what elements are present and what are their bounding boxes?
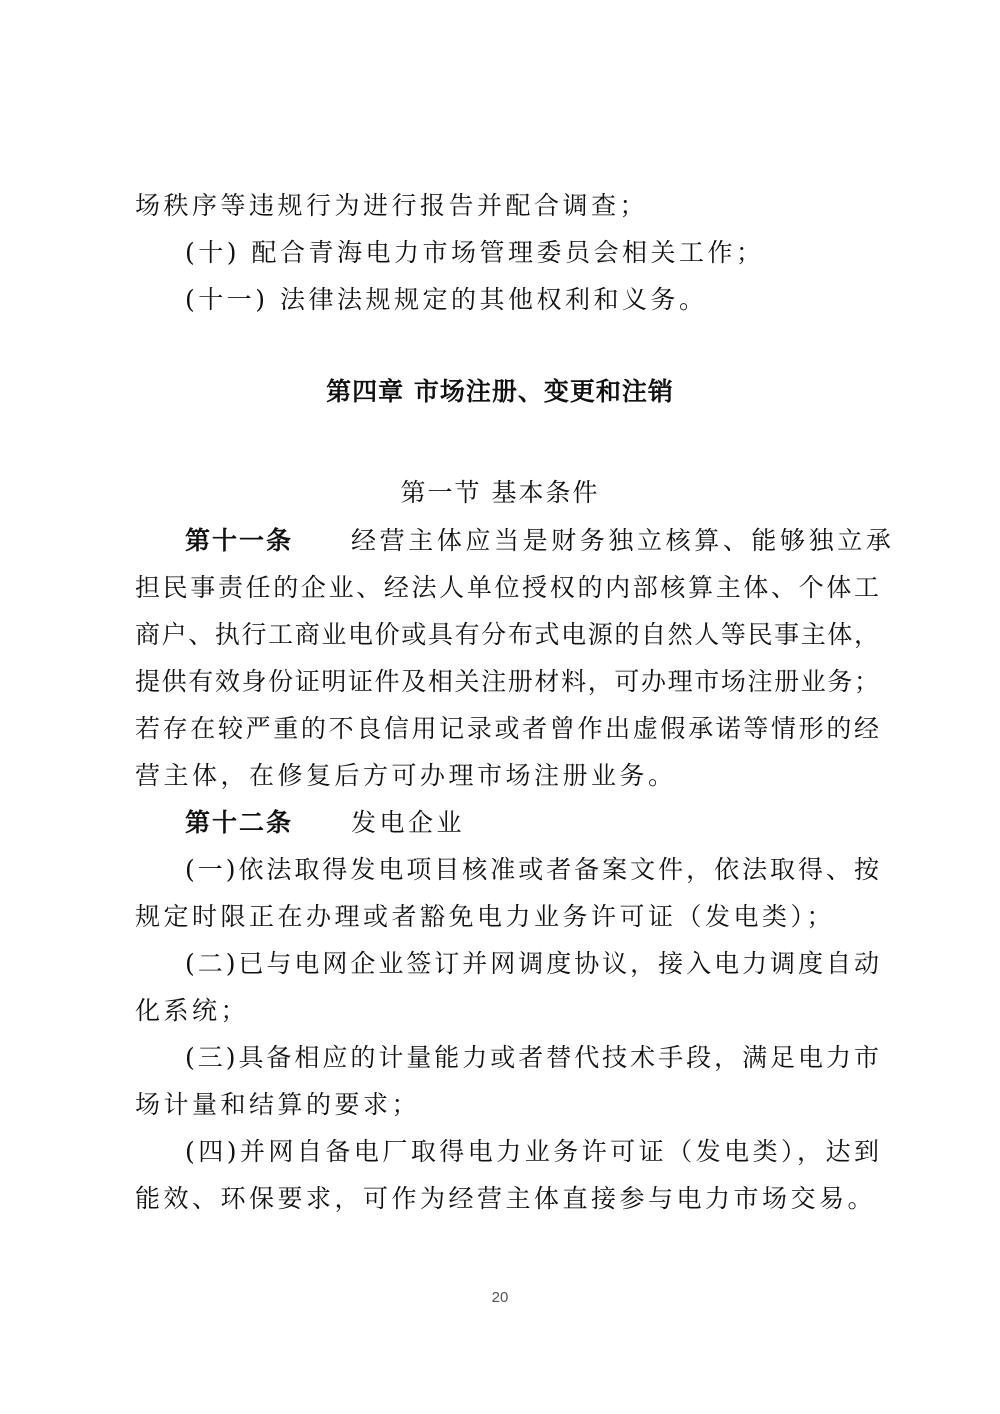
article-12-first-line xyxy=(185,800,880,846)
text-line: 场秩序等违规行为进行报告并配合调查； xyxy=(135,191,649,220)
article-12-item-2-line-1: (二)已与电网企业签订并网调度协议，接入电力调度自动 xyxy=(185,949,880,978)
article-11-text: 经营主体应当是财务独立核算、能够独立承 xyxy=(351,526,895,555)
article-11-label: 第十一条 xyxy=(185,526,294,555)
list-item-10: (十) 配合青海电力市场管理委员会相关工作； xyxy=(185,238,765,267)
article-11-line-5: 若存在较严重的不良信用记录或者曾作出虚假承诺等情形的经 xyxy=(135,714,880,743)
article-11-first-line xyxy=(185,518,895,564)
article-11-line-6: 营主体，在修复后方可办理市场注册业务。 xyxy=(135,761,677,790)
section-title: 第一节 基本条件 xyxy=(400,478,600,507)
chapter-title: 第四章 市场注册、变更和注销 xyxy=(326,377,674,406)
page-number: 20 xyxy=(491,1289,509,1306)
article-12-item-4-line-2: 能效、环保要求，可作为经营主体直接参与电力市场交易。 xyxy=(135,1184,877,1213)
article-12-title: 发电企业 xyxy=(351,808,466,837)
article-12-item-4-line-1: (四)并网自备电厂取得电力业务许可证（发电类），达到 xyxy=(185,1137,880,1166)
article-11-line-3: 商户、执行工商业电价或具有分布式电源的自然人等民事主体， xyxy=(135,620,880,649)
article-12-item-1-line-2: 规定时限正在办理或者豁免电力业务许可证（发电类）； xyxy=(135,902,836,931)
article-12-item-1-line-1: (一)依法取得发电项目核准或者备案文件，依法取得、按 xyxy=(185,855,880,884)
article-11-line-4: 提供有效身份证明证件及相关注册材料，可办理市场注册业务； xyxy=(135,667,880,696)
article-11-line-2: 担民事责任的企业、经法人单位授权的内部核算主体、个体工 xyxy=(135,573,880,602)
article-12-label: 第十二条 xyxy=(185,808,294,837)
article-12-item-2-line-2: 化系统； xyxy=(135,996,250,1025)
article-12-item-3-line-1: (三)具备相应的计量能力或者替代技术手段，满足电力市 xyxy=(185,1043,880,1072)
list-item-11: (十一) 法律法规规定的其他权利和义务。 xyxy=(185,285,708,314)
article-12-item-3-line-2: 场计量和结算的要求； xyxy=(135,1090,421,1119)
